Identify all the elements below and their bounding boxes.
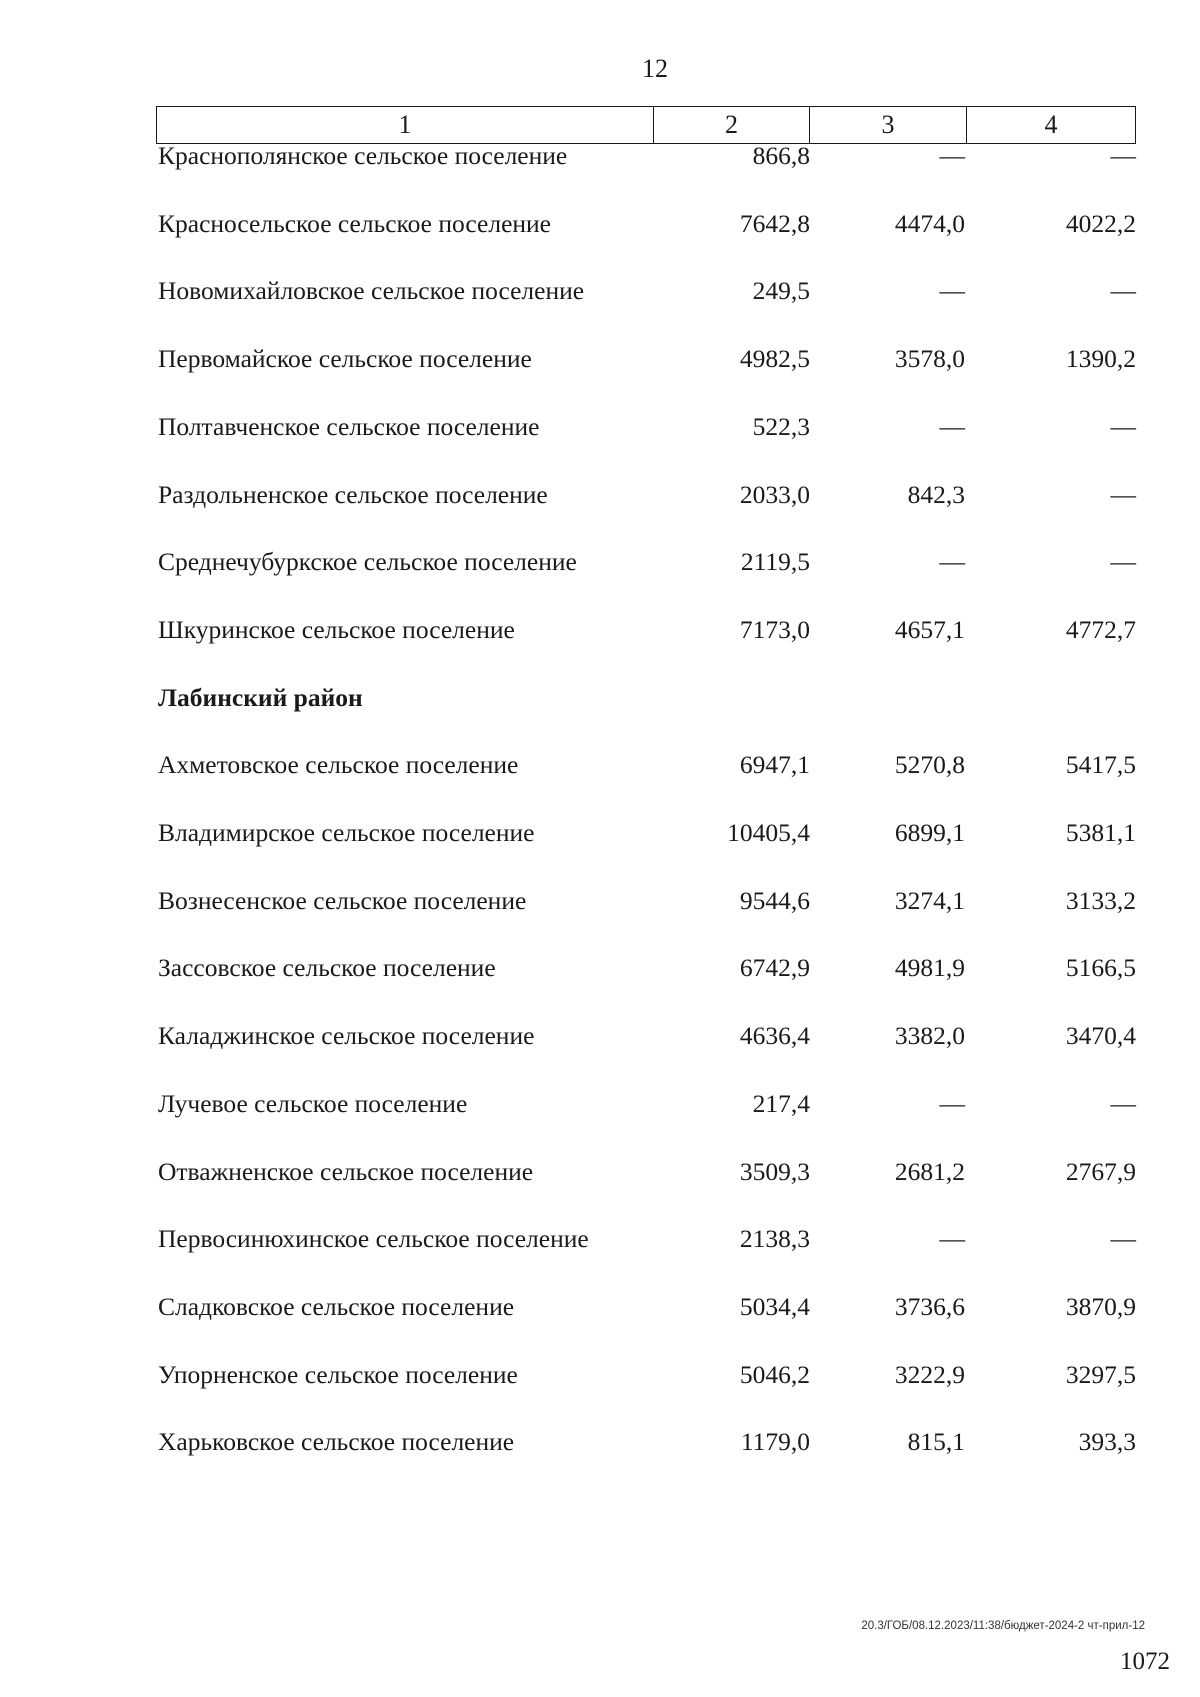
value-col-3: 4981,9	[894, 953, 965, 982]
settlement-name: Сладковское сельское поселение	[158, 1292, 515, 1321]
value-col-2: 217,4	[752, 1089, 810, 1118]
section-heading-row	[0, 680, 1200, 716]
value-col-3: 4657,1	[894, 615, 965, 644]
value-col-4: 3470,4	[1065, 1021, 1136, 1050]
value-col-2: 7642,8	[739, 209, 810, 238]
table-row	[0, 1086, 1200, 1122]
value-col-4: 3297,5	[1065, 1360, 1136, 1389]
value-col-2: 249,5	[752, 276, 810, 305]
value-col-2: 4636,4	[739, 1021, 810, 1050]
value-col-3: —	[939, 1089, 965, 1118]
settlement-name: Новомихайловское сельское поселение	[158, 276, 585, 305]
value-col-2: 6742,9	[739, 953, 810, 982]
value-col-4: 1390,2	[1065, 344, 1136, 373]
value-col-2: 522,3	[752, 412, 810, 441]
table-row	[0, 544, 1200, 580]
table-row	[0, 1424, 1200, 1460]
settlement-name: Первосинюхинское сельское поселение	[158, 1224, 589, 1253]
table-row	[0, 138, 1200, 174]
value-col-2: 9544,6	[739, 886, 810, 915]
header-cell-2: 2	[654, 107, 810, 143]
table-row	[0, 1018, 1200, 1054]
settlement-name: Каладжинское сельское поселение	[158, 1021, 535, 1050]
settlement-name: Раздольненское сельское поселение	[158, 480, 548, 509]
value-col-2: 7173,0	[739, 615, 810, 644]
value-col-3: —	[939, 1224, 965, 1253]
value-col-2: 1179,0	[740, 1427, 810, 1456]
value-col-3: 6899,1	[894, 818, 965, 847]
value-col-4: —	[1110, 1089, 1136, 1118]
settlement-name: Краснополянское сельское поселение	[158, 141, 568, 170]
value-col-4: 4022,2	[1065, 209, 1136, 238]
value-col-2: 866,8	[752, 141, 810, 170]
settlement-name: Среднечубуркское сельское поселение	[158, 547, 577, 576]
table-row	[0, 273, 1200, 309]
table-row	[0, 950, 1200, 986]
settlement-name: Отважненское сельское поселение	[158, 1157, 534, 1186]
settlement-name: Упорненское сельское поселение	[158, 1360, 518, 1389]
value-col-2: 6947,1	[739, 750, 810, 779]
value-col-3: 2681,2	[894, 1157, 965, 1186]
value-col-4: 2767,9	[1065, 1157, 1136, 1186]
value-col-4: —	[1110, 547, 1136, 576]
value-col-2: 2138,3	[739, 1224, 810, 1253]
page-number-bottom: 1072	[1120, 1648, 1170, 1675]
value-col-4: —	[1110, 276, 1136, 305]
page-number-top: 12	[642, 54, 668, 83]
settlement-name: Красносельское сельское поселение	[158, 209, 551, 238]
value-col-4: —	[1110, 480, 1136, 509]
value-col-2: 3509,3	[739, 1157, 810, 1186]
value-col-3: 5270,8	[894, 750, 965, 779]
settlement-name: Ахметовское сельское поселение	[158, 750, 519, 779]
value-col-3: 3222,9	[894, 1360, 965, 1389]
value-col-3: 4474,0	[894, 209, 965, 238]
value-col-3: —	[939, 412, 965, 441]
table-row	[0, 1289, 1200, 1325]
value-col-2: 5034,4	[739, 1292, 810, 1321]
value-col-3: —	[939, 547, 965, 576]
settlement-name: Зассовское сельское поселение	[158, 953, 496, 982]
header-cell-3: 3	[810, 107, 967, 143]
value-col-4: 4772,7	[1065, 615, 1136, 644]
value-col-3: 815,1	[907, 1427, 965, 1456]
value-col-4: —	[1110, 1224, 1136, 1253]
value-col-3: 3274,1	[894, 886, 965, 915]
value-col-2: 2119,5	[740, 547, 810, 576]
table-row	[0, 1221, 1200, 1257]
value-col-3: 3382,0	[894, 1021, 965, 1050]
table-row	[0, 883, 1200, 919]
value-col-4: 3870,9	[1065, 1292, 1136, 1321]
value-col-3: —	[939, 141, 965, 170]
value-col-4: 5381,1	[1065, 818, 1136, 847]
value-col-3: 842,3	[907, 480, 965, 509]
value-col-4: 3133,2	[1065, 886, 1136, 915]
table-row	[0, 409, 1200, 445]
value-col-3: —	[939, 276, 965, 305]
settlement-name: Шкуринское сельское поселение	[158, 615, 515, 644]
value-col-4: —	[1110, 412, 1136, 441]
table-row	[0, 477, 1200, 513]
header-cell-4: 4	[1044, 110, 1058, 139]
table-row	[0, 747, 1200, 783]
settlement-name: Вознесенское сельское поселение	[158, 886, 527, 915]
value-col-4: 393,3	[1078, 1427, 1136, 1456]
value-col-3: 3578,0	[894, 344, 965, 373]
settlement-name: Владимирское сельское поселение	[158, 818, 535, 847]
value-col-4: 5417,5	[1065, 750, 1136, 779]
table-row	[0, 815, 1200, 851]
value-col-4: —	[1110, 141, 1136, 170]
settlement-name: Лучевое сельское поселение	[158, 1089, 468, 1118]
settlement-name: Харьковское сельское поселение	[158, 1427, 515, 1456]
value-col-2: 10405,4	[727, 818, 810, 847]
value-col-4: 5166,5	[1065, 953, 1136, 982]
table-row	[0, 1357, 1200, 1393]
value-col-2: 2033,0	[739, 480, 810, 509]
table-row	[0, 612, 1200, 648]
district-name: Лабинский район	[158, 683, 363, 712]
value-col-2: 5046,2	[739, 1360, 810, 1389]
table-row	[0, 206, 1200, 242]
value-col-2: 4982,5	[739, 344, 810, 373]
header-cell-1: 1	[157, 107, 654, 143]
value-col-3: 3736,6	[894, 1292, 965, 1321]
settlement-name: Полтавченское сельское поселение	[158, 412, 540, 441]
document-code: 20.3/ГОБ/08.12.2023/11:38/бюджет-2024-2 чт-прил-12	[861, 1620, 1145, 1632]
table-row	[0, 1154, 1200, 1190]
table-row	[0, 341, 1200, 377]
settlement-name: Первомайское сельское поселение	[158, 344, 532, 373]
